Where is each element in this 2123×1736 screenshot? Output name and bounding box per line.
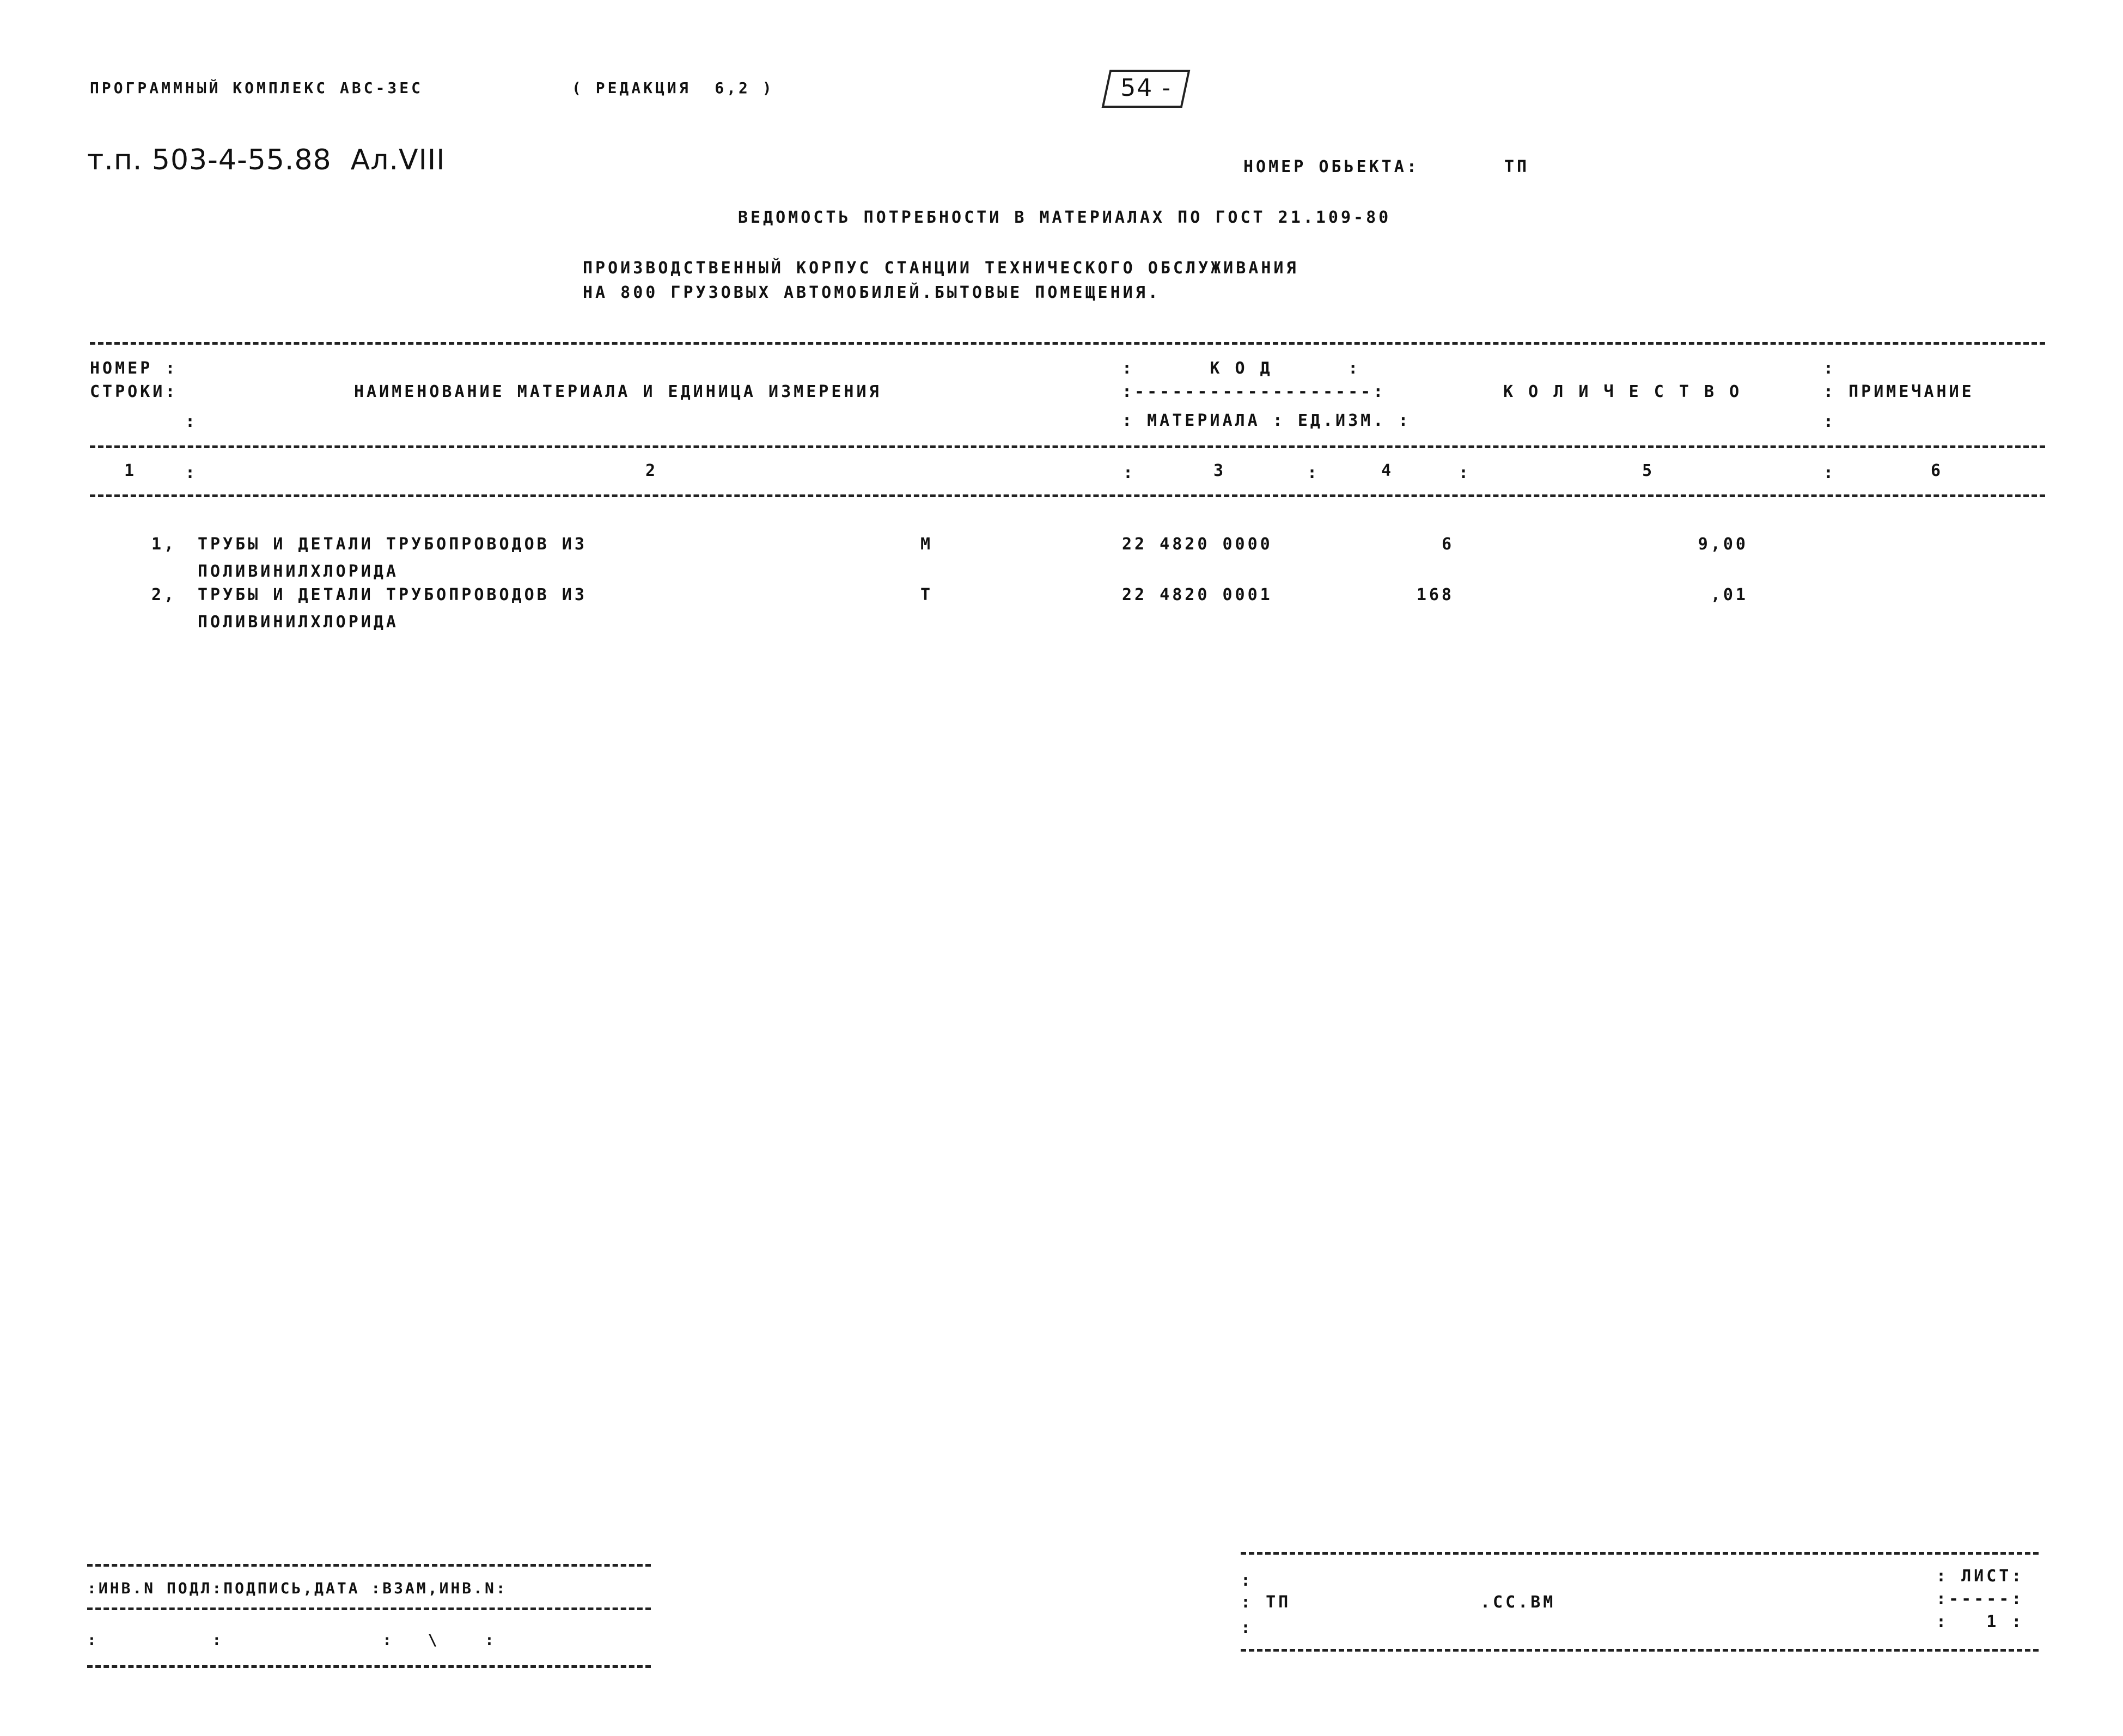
footer-right-bottom-rule (1241, 1649, 2039, 1652)
footer-sheet-separator: :-----: (1936, 1590, 2024, 1609)
table-top-rule (90, 342, 2045, 345)
table-row-unit: М (920, 535, 934, 554)
footer-sheet-number: : 1 : (1936, 1612, 2024, 1631)
col-code-subheader: : МАТЕРИАЛА : ЕД.ИЗМ. : (1122, 411, 1411, 430)
program-title: ПРОГРАММНЫЙ КОМПЛЕКС АВС-3ЕС (90, 79, 424, 97)
table-row-num: 1, (151, 535, 177, 554)
footer-left-cells: : : : \ : (87, 1631, 496, 1649)
col-code-separator: :-------------------: (1122, 382, 1386, 401)
col-number-sep: : (1307, 463, 1320, 482)
header-rule (90, 445, 2045, 448)
footer-left-header: :ИНВ.N ПОДЛ:ПОДПИСЬ,ДАТА :ВЗАМ,ИНВ.N: (87, 1579, 508, 1597)
revision-label: ( РЕДАКЦИЯ 6,2 ) (572, 79, 774, 97)
col-note-header: : ПРИМЕЧАНИЕ (1823, 382, 1974, 401)
table-row-unit: Т (920, 585, 934, 604)
col-number-5: 5 (1642, 461, 1655, 480)
col-note-line1: : (1823, 359, 1837, 378)
col-qty-header: К О Л И Ч Е С Т В О (1503, 382, 1742, 401)
col-number-4: 4 (1381, 461, 1394, 480)
table-row-unit-code: 6 (1441, 535, 1454, 554)
col-code-header: : К О Д : (1122, 359, 1361, 378)
table-row-name-line1: ТРУБЫ И ДЕТАЛИ ТРУБОПРОВОДОВ ИЗ (198, 535, 587, 554)
footer-right-code: .СС.ВМ (1480, 1593, 1556, 1612)
table-row-name-line2: ПОЛИВИНИЛХЛОРИДА (198, 562, 399, 581)
table-row-quantity: ,01 (1710, 585, 1748, 604)
col-row-num-line2: СТРОКИ: (90, 382, 178, 401)
table-row-material-code: 22 4820 0000 (1122, 535, 1273, 554)
col-number-sep: : (1459, 463, 1472, 482)
col-row-num-line3: : (185, 412, 198, 431)
col-note-line3: : (1823, 412, 1837, 431)
statement-title: ВЕДОМОСТЬ ПОТРЕБНОСТИ В МАТЕРИАЛАХ ПО ГОСТ 21.109-80 (738, 208, 1392, 227)
col-number-2: 2 (645, 461, 658, 480)
table-row-unit-code: 168 (1416, 585, 1454, 604)
col-row-num-line1: НОМЕР : (90, 359, 178, 378)
object-number-value: ТП (1504, 157, 1530, 176)
col-number-1: 1 (124, 461, 137, 480)
numbers-rule (90, 494, 2045, 497)
footer-left-top-rule (87, 1564, 651, 1567)
page-stamp: 54 - (1102, 70, 1191, 108)
footer-right-object: : ТП (1241, 1593, 1291, 1612)
footer-sheet-label: : ЛИСТ: (1936, 1567, 2024, 1586)
subtitle-line-2: НА 800 ГРУЗОВЫХ АВТОМОБИЛЕЙ.БЫТОВЫЕ ПОМЕЩЕНИЯ. (583, 283, 1161, 302)
col-number-3: 3 (1213, 461, 1227, 480)
subtitle-line-1: ПРОИЗВОДСТВЕННЫЙ КОРПУС СТАНЦИИ ТЕХНИЧЕСКОГО ОБСЛУЖИВАНИЯ (583, 259, 1299, 278)
object-number-label: НОМЕР ОБЬЕКТА: (1243, 157, 1419, 176)
col-number-sep: : (1823, 463, 1837, 482)
footer-left-bottom-rule (87, 1665, 651, 1668)
project-reference: т.п. 503-4-55.88 Ал.VIII (87, 144, 446, 176)
table-row-quantity: 9,00 (1698, 535, 1748, 554)
footer-right-col1-top: : (1241, 1571, 1254, 1590)
col-number-sep: : (1123, 463, 1136, 482)
footer-left-mid-rule (87, 1607, 651, 1610)
col-number-6: 6 (1931, 461, 1944, 480)
col-number-sep: : (185, 463, 198, 482)
table-row-name-line2: ПОЛИВИНИЛХЛОРИДА (198, 613, 399, 632)
footer-right-col1-bot: : (1241, 1618, 1254, 1637)
table-row-material-code: 22 4820 0001 (1122, 585, 1273, 604)
footer-right-top-rule (1241, 1552, 2039, 1555)
col-name-header: НАИМЕНОВАНИЕ МАТЕРИАЛА И ЕДИНИЦА ИЗМЕРЕНИЯ (354, 382, 882, 401)
table-row-name-line1: ТРУБЫ И ДЕТАЛИ ТРУБОПРОВОДОВ ИЗ (198, 585, 587, 604)
table-row-num: 2, (151, 585, 177, 604)
